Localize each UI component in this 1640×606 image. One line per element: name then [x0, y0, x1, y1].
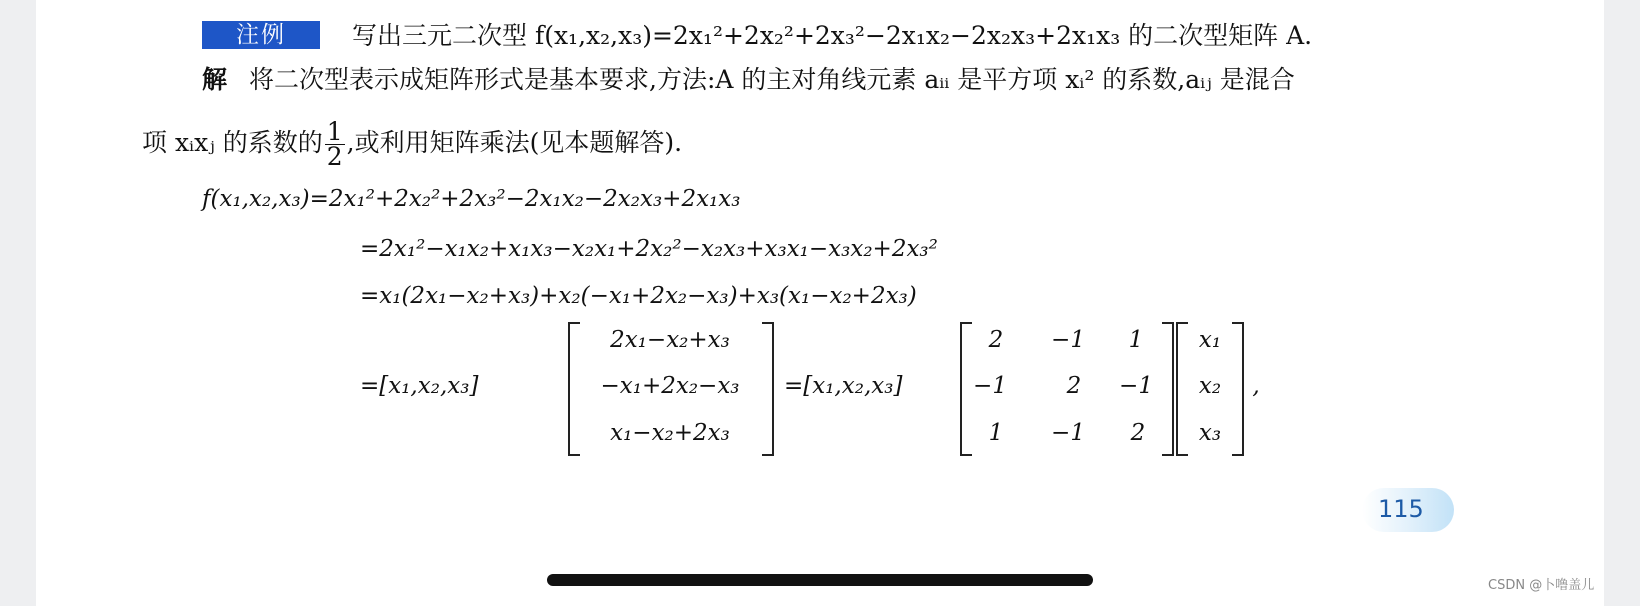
solution-text-2b: ,或利用矩阵乘法(见本题解答).: [346, 128, 683, 157]
column-vector-entry: 2x₁−x₂+x₃: [610, 327, 730, 353]
matrix-cell: −1: [1051, 420, 1085, 446]
matrix-cell: 1: [988, 420, 1004, 446]
page-number: 115: [1378, 495, 1424, 523]
source-watermark: CSDN @卜噜盖儿: [1488, 578, 1595, 593]
home-indicator-bar[interactable]: [547, 574, 1093, 586]
column-vector-left-bracket: [568, 322, 580, 456]
solution-label: 解: [202, 65, 228, 94]
equation-line-1: f(x₁,x₂,x₃)=2x₁²+2x₂²+2x₃²−2x₁x₂−2x₂x₃+2x₁x₃: [202, 186, 741, 212]
problem-text: 写出三元二次型 f(x₁,x₂,x₃)=2x₁²+2x₂²+2x₃²−2x₁x₂−2x₂x₃+2x₁x₃ 的二次型矩阵 A.: [352, 21, 1313, 50]
solution-line-2: [142, 117, 683, 171]
equation-line-2: =2x₁²−x₁x₂+x₁x₃−x₂x₁+2x₂²−x₂x₃+x₃x₁−x₃x₂+2x₃²: [360, 236, 938, 262]
column-vector-entry: −x₁+2x₂−x₃: [600, 373, 740, 399]
equation-line-3: =x₁(2x₁−x₂+x₃)+x₂(−x₁+2x₂−x₃)+x₃(x₁−x₂+2x₃): [360, 283, 917, 309]
problem-title: [202, 16, 1312, 52]
column-vector-right-bracket: [762, 322, 774, 456]
solution-text-1: 将二次型表示成矩阵形式是基本要求,方法:A 的主对角线元素 aᵢᵢ 是平方项 xᵢ² 的系数,aᵢⱼ 是混合: [249, 65, 1295, 94]
solution-line-1: [202, 60, 1295, 96]
matrix-right-bracket: [1162, 322, 1174, 456]
column-vector-entry: x₁−x₂+2x₃: [610, 420, 730, 446]
matrix-cell: −1: [1119, 373, 1153, 399]
page-number-badge: [1362, 488, 1454, 532]
matrix-cell: 2: [988, 327, 1004, 353]
example-badge: 注例: [202, 21, 320, 49]
vector-entry: x₃: [1198, 420, 1222, 446]
vector-entry: x₁: [1198, 327, 1222, 353]
matrix-cell: 2: [1130, 420, 1146, 446]
matrix-cell: −1: [973, 373, 1007, 399]
solution-text-2a: 项 xᵢxⱼ 的系数的: [142, 128, 323, 157]
book-page: [36, 0, 1604, 606]
equation-trailing-comma: ,: [1252, 373, 1260, 399]
fraction-numerator: 1: [326, 117, 343, 146]
fraction-denominator: 2: [326, 142, 343, 171]
equation-line-4-mid: =[x₁,x₂,x₃]: [784, 373, 903, 399]
matrix-cell: 2: [1066, 373, 1082, 399]
vector-entry: x₂: [1198, 373, 1222, 399]
matrix-cell: 1: [1128, 327, 1144, 353]
matrix-cell: −1: [1051, 327, 1085, 353]
fraction-half: [325, 117, 345, 171]
equation-line-4-prefix: =[x₁,x₂,x₃]: [360, 373, 479, 399]
